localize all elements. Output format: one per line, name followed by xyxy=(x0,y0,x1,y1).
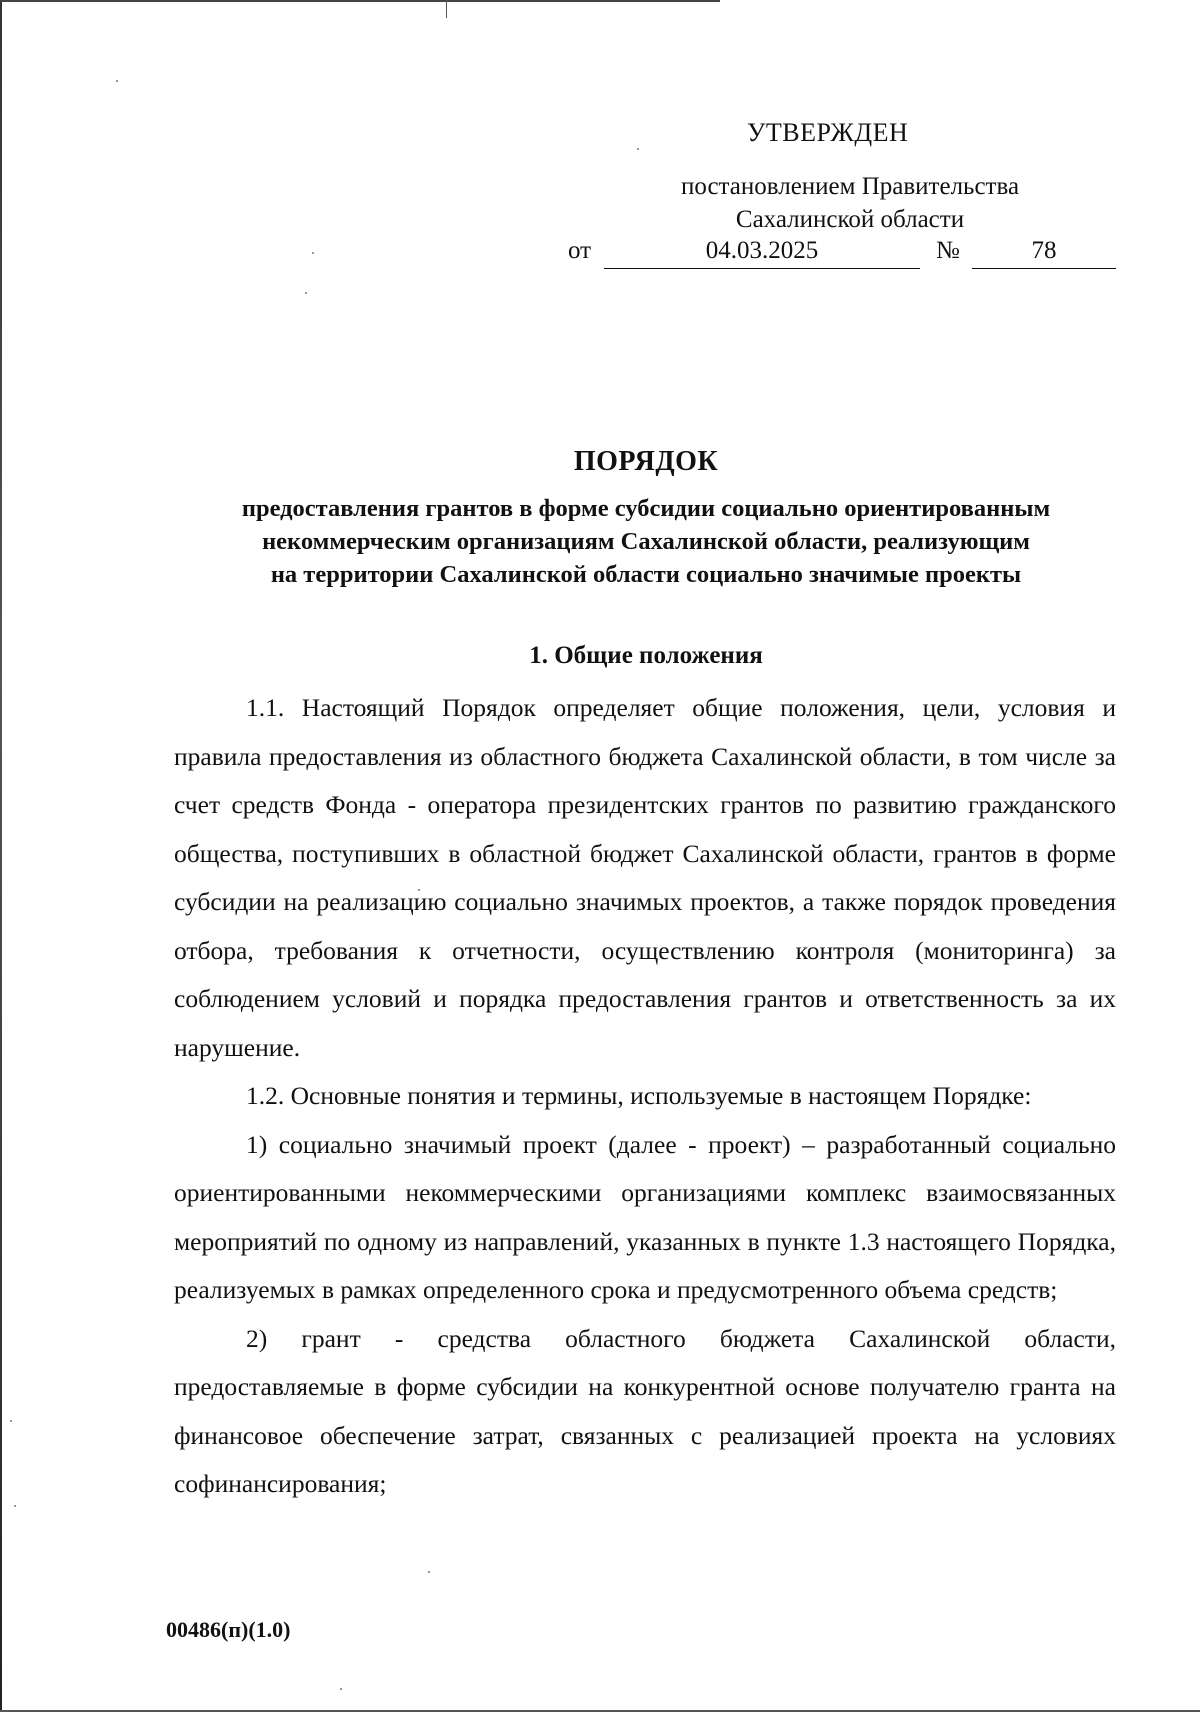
approval-authority-line: Сахалинской области xyxy=(735,206,965,233)
approval-authority-line: постановлением Правительства xyxy=(680,173,1020,200)
scan-speck xyxy=(428,1571,430,1573)
approval-title: УТВЕРЖДЕН xyxy=(747,118,909,147)
scan-edge-top xyxy=(0,0,720,2)
scan-edge-left xyxy=(0,0,2,1712)
approval-date: 04.03.2025 xyxy=(604,237,920,269)
approval-authority xyxy=(600,170,1100,236)
approval-number: 78 xyxy=(972,237,1116,269)
paragraph: 1.1. Настоящий Порядок определяет общие положения, цели, условия и правила предоставления из областного бюджета Сахалинской области, в том числе за счет средств Фонда - оператора президентских грантов по развитию гражданского общества, поступивших в областной бюджет Сахалинской области, грантов в форме субсидии на реализацию социально значимых проектов, а также порядок проведения отбора, требования к отчетности, осуществлению контроля (мониторинга) за соблюдением условий и порядка предоставления грантов и ответственность за их нарушение. xyxy=(174,693,1116,1062)
paragraph: 1) социально значимый проект (далее - проект) – разработанный социально ориентированными некоммерческими организациями комплекс взаимосвязанных мероприятий по одному из направлений, указанных в пункте 1.3 настоящего Порядка, реализуемых в рамках определенного срока и предусмотренного объема средств; xyxy=(174,1129,1116,1304)
scan-speck xyxy=(10,1420,12,1422)
section-heading: 1. Общие положения xyxy=(529,642,763,669)
scan-speck xyxy=(340,1688,342,1690)
scan-speck xyxy=(116,80,118,82)
scan-tick-mark xyxy=(446,0,447,18)
date-prefix: от xyxy=(568,237,592,264)
approval-date-row xyxy=(568,237,1128,271)
document-footer-code: 00486(п)(1.0) xyxy=(166,1617,291,1642)
document-subtitle-line: некоммерческим организациям Сахалинской области, реализующим xyxy=(262,528,1030,555)
document-body xyxy=(174,684,1116,1509)
document-subtitle-line: предоставления грантов в форме субсидии социально ориентированным xyxy=(241,495,1051,522)
paragraph: 2) грант - средства областного бюджета Сахалинской области, предоставляемые в форме субсидии на конкурентной основе получателю гранта на финансовое обеспечение затрат, связанных с реализацией проекта на условиях софинансирования; xyxy=(174,1323,1116,1498)
document-subtitle-line: на территории Сахалинской области социально значимые проекты xyxy=(270,561,1022,588)
scan-speck xyxy=(312,252,314,254)
scan-speck xyxy=(637,148,639,150)
number-prefix: № xyxy=(936,237,960,264)
document-subtitle xyxy=(150,492,1142,591)
scan-speck xyxy=(305,292,307,294)
scan-speck xyxy=(14,1505,16,1507)
document-title: ПОРЯДОК xyxy=(573,446,719,477)
paragraph: 1.2. Основные понятия и термины, используемые в настоящем Порядке: xyxy=(246,1081,1032,1110)
